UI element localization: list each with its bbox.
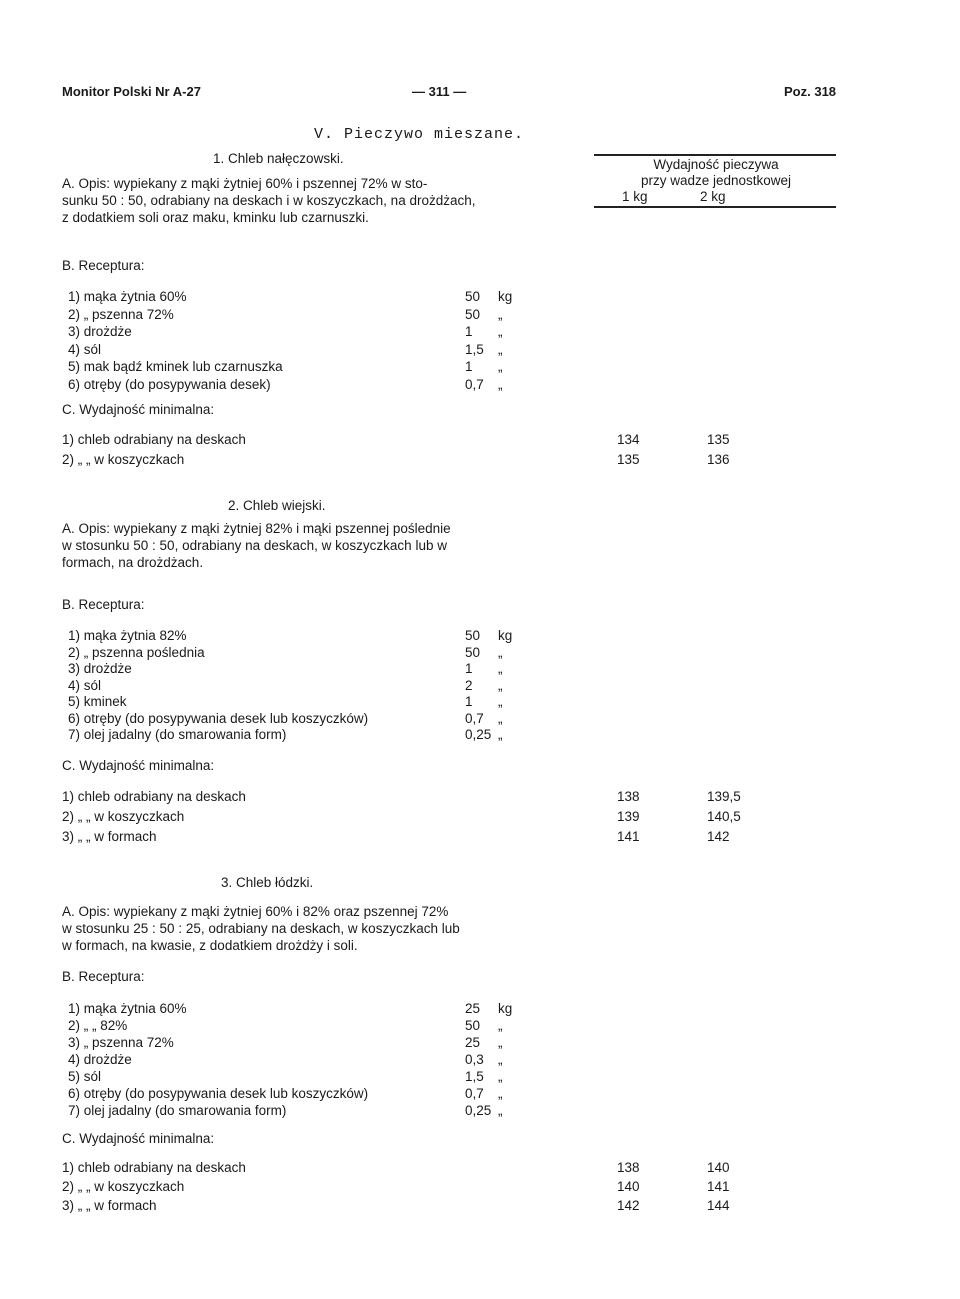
recipe-quantity: 1 [465,324,473,339]
recipe-ingredient: 2) „ pszenna 72% [68,306,174,322]
yield-item: 2) „ „ w koszyczkach [62,1179,185,1194]
yield-header-line2: przy wadze jednostkowej [640,173,792,188]
recipe-ingredient: 3) drożdże [68,661,132,676]
yield-value-1kg: 139 [617,809,640,824]
yield-value-1kg: 138 [617,789,640,804]
yield-value-2kg: 140 [707,1160,730,1175]
recipe-unit: „ [498,324,503,339]
recipe-ingredient: 6) otręby (do posypywania desek) [68,376,271,392]
recipe-unit: „ [498,359,503,374]
yield-item: 2) „ „ w koszyczkach [62,452,185,467]
recipe-quantity: 25 [465,1001,481,1016]
description-line: z dodatkiem soli oraz maku, kminku lub czarnuszki. [62,210,369,225]
yield-header-line1: Wydajność pieczywa [653,157,779,172]
recipe-quantity: 50 [465,644,481,660]
yield-item: 1) chleb odrabiany na deskach [62,432,246,447]
yield-header-col1: 1 kg [622,189,648,204]
recipe-ingredient: 1) mąka żytnia 82% [68,628,187,643]
yield-label: C. Wydajność minimalna: [62,402,215,417]
yield-header-col2: 2 kg [700,189,726,204]
recipe-ingredient: 5) kminek [68,694,127,709]
recipe-unit: „ [498,1103,503,1118]
description-line: A. Opis: wypiekany z mąki żytniej 82% i mąki pszennej poślednie [62,521,451,536]
recipe-unit: „ [498,1069,503,1084]
yield-item: 3) „ „ w formach [62,829,157,844]
recipe-quantity: 0,7 [465,710,484,726]
bread-title: 1. Chleb nałęczowski. [213,151,344,166]
recipe-quantity: 1,5 [465,1069,484,1084]
recipe-unit: „ [498,661,503,676]
recipe-ingredient: 1) mąka żytnia 60% [68,289,187,304]
recipe-quantity: 0,7 [465,1086,484,1101]
recipe-ingredient: 6) otręby (do posypywania desek lub koszyczków) [68,1086,369,1101]
yield-value-2kg: 144 [707,1198,730,1213]
recipe-quantity: 1 [465,661,473,676]
recipe-quantity: 2 [465,677,473,693]
recipe-unit: „ [498,644,503,660]
recipe-quantity: 1 [465,694,473,709]
yield-item: 3) „ „ w formach [62,1198,157,1213]
recipe-quantity: 1 [465,359,473,374]
yield-value-1kg: 142 [617,1198,640,1213]
yield-value-2kg: 140,5 [707,809,741,824]
recipe-unit: „ [498,1018,503,1033]
recipe-quantity: 0,25 [465,1103,492,1118]
yield-value-1kg: 134 [617,432,640,447]
position-number: Poz. 318 [784,84,837,99]
yield-value-2kg: 141 [707,1179,730,1194]
recipe-ingredient: 2) „ „ 82% [68,1018,128,1033]
recipe-unit: kg [498,628,513,643]
yield-value-2kg: 142 [707,829,730,844]
description-line: sunku 50 : 50, odrabiany na deskach i w koszyczkach, na drożdżach, [62,193,476,208]
recipe-ingredient: 6) otręby (do posypywania desek lub koszyczków) [68,710,369,726]
recipe-quantity: 25 [465,1035,481,1050]
recipe-quantity: 50 [465,1018,481,1033]
yield-value-1kg: 138 [617,1160,640,1175]
recipe-unit: „ [498,376,503,392]
recipe-label: B. Receptura: [62,597,145,612]
bread-title: 2. Chleb wiejski. [228,498,326,513]
yield-item: 1) chleb odrabiany na deskach [62,789,246,804]
recipe-ingredient: 3) „ pszenna 72% [68,1035,174,1050]
yield-value-2kg: 139,5 [707,789,741,804]
recipe-ingredient: 1) mąka żytnia 60% [68,1001,187,1016]
recipe-unit: „ [498,1086,503,1101]
yield-label: C. Wydajność minimalna: [62,1131,215,1146]
recipe-unit: „ [498,677,503,693]
yield-item: 1) chleb odrabiany na deskach [62,1160,246,1175]
publication-name: Monitor Polski Nr A-27 [62,84,201,99]
recipe-label: B. Receptura: [62,258,145,273]
recipe-quantity: 50 [465,628,481,643]
recipe-label: B. Receptura: [62,969,145,984]
yield-header-bottom-rule [594,206,836,208]
yield-label: C. Wydajność minimalna: [62,758,215,773]
description-line: w formach, na kwasie, z dodatkiem drożdży i soli. [62,938,358,953]
yield-header-top-rule [594,154,836,156]
description-line: formach, na drożdżach. [62,555,204,570]
recipe-ingredient: 3) drożdże [68,324,132,339]
recipe-quantity: 50 [465,289,481,304]
section-title: V. Pieczywo mieszane. [314,126,525,143]
recipe-unit: „ [498,710,503,726]
recipe-unit: „ [498,341,503,357]
description-line: A. Opis: wypiekany z mąki żytniej 60% i 82% oraz pszennej 72% [62,904,449,919]
recipe-ingredient: 2) „ pszenna poślednia [68,644,205,660]
recipe-ingredient: 4) sól [68,677,102,693]
recipe-unit: „ [498,1035,503,1050]
yield-value-1kg: 140 [617,1179,640,1194]
page-number: — 311 — [412,84,467,99]
description-line: w stosunku 50 : 50, odrabiany na deskach, w koszyczkach lub w [62,538,447,553]
recipe-unit: kg [498,1001,513,1016]
recipe-quantity: 0,3 [465,1052,484,1067]
recipe-ingredient: 4) sól [68,341,102,357]
yield-value-1kg: 135 [617,452,640,467]
recipe-unit: „ [498,727,503,742]
recipe-unit: „ [498,694,503,709]
yield-item: 2) „ „ w koszyczkach [62,809,185,824]
recipe-quantity: 50 [465,306,481,322]
recipe-unit: „ [498,1052,503,1067]
recipe-ingredient: 4) drożdże [68,1052,132,1067]
recipe-ingredient: 5) mak bądź kminek lub czarnuszka [68,359,283,374]
description-line: w stosunku 25 : 50 : 25, odrabiany na deskach, w koszyczkach lub [62,921,460,936]
recipe-unit: kg [498,289,513,304]
recipe-ingredient: 7) olej jadalny (do smarowania form) [68,727,287,742]
recipe-ingredient: 5) sól [68,1069,102,1084]
recipe-quantity: 0,25 [465,727,492,742]
description-line: A. Opis: wypiekany z mąki żytniej 60% i pszennej 72% w sto- [62,176,428,191]
yield-value-2kg: 136 [707,452,730,467]
recipe-unit: „ [498,306,503,322]
recipe-quantity: 0,7 [465,376,484,392]
recipe-ingredient: 7) olej jadalny (do smarowania form) [68,1103,287,1118]
recipe-quantity: 1,5 [465,341,484,357]
yield-value-1kg: 141 [617,829,640,844]
yield-value-2kg: 135 [707,432,730,447]
bread-title: 3. Chleb łódzki. [221,875,314,890]
